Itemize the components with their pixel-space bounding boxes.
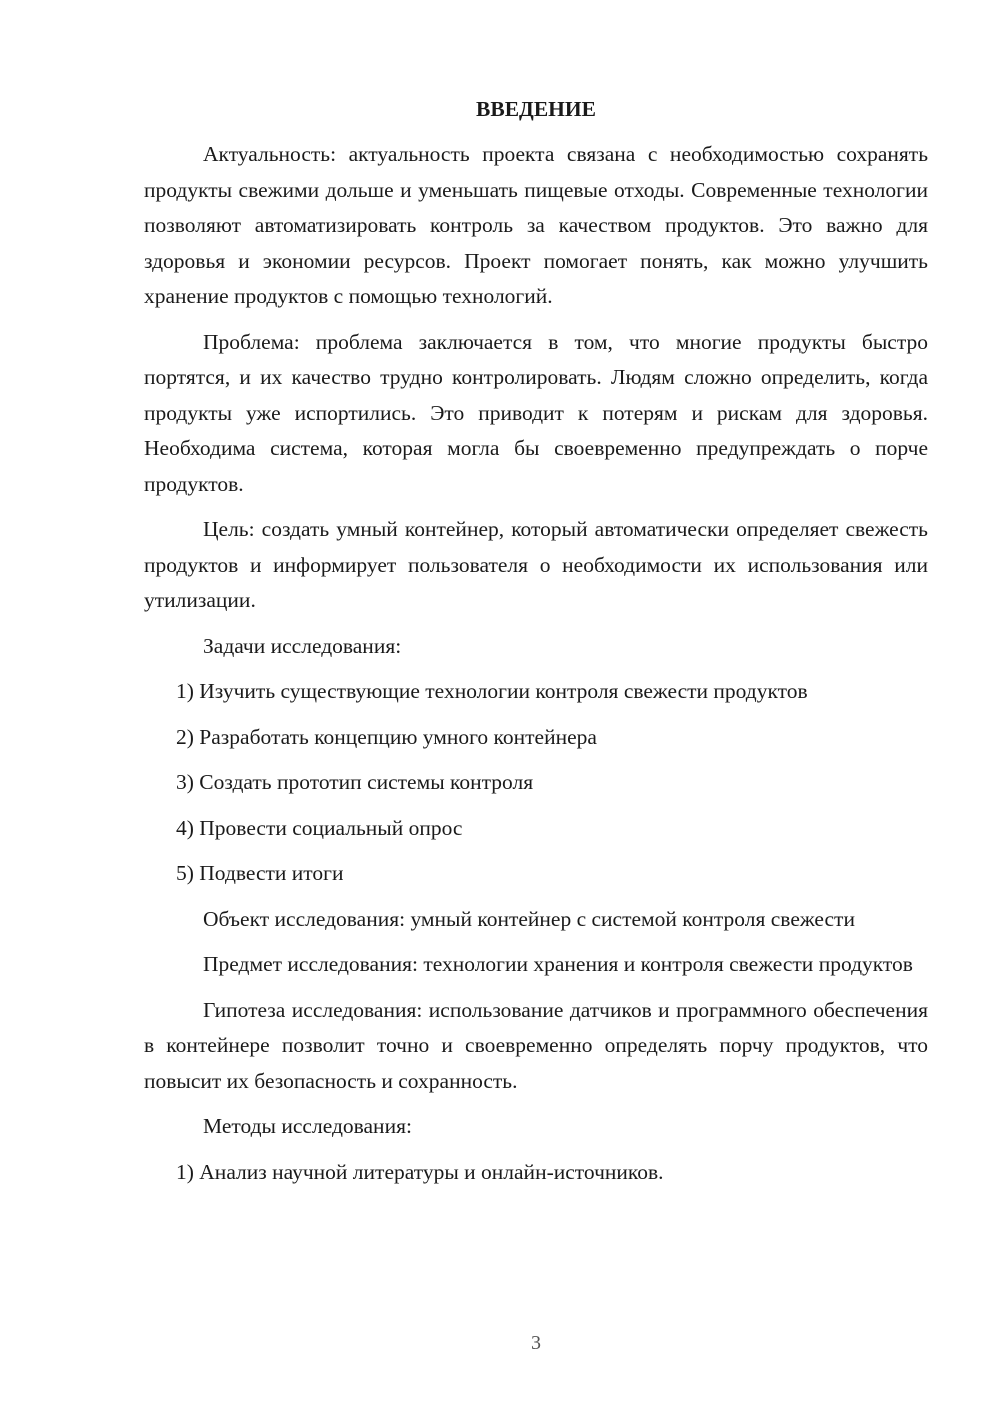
paragraph-goal: Цель: создать умный контейнер, который автоматически определяет свежесть продуктов и информирует пользователя о необходимости их использования или утилизации.: [144, 517, 928, 612]
paragraph-subject: Предмет исследования: технологии хранения и контроля свежести продуктов: [203, 952, 913, 976]
list-item: 2) Разработать концепцию умного контейнера: [176, 724, 597, 749]
paragraph-relevance: Актуальность: актуальность проекта связана с необходимостью сохранять продукты свежими дольше и уменьшать пищевые отходы. Современные технологии позволяют автоматизировать контроль за качеством продуктов. Это важно для здоровья и экономии ресурсов. Проект помогает понять, как можно улучшить хранение продуктов с помощью технологий.: [144, 142, 928, 308]
paragraph-hypothesis: Гипотеза исследования: использование датчиков и программного обеспечения в контейнере позволит точно и своевременно определять порчу продуктов, что повысит их безопасность и сохранность.: [144, 997, 928, 1093]
tasks-heading: Задачи исследования:: [203, 633, 402, 658]
tasks-list: [144, 674, 928, 892]
methods-list: [144, 1155, 928, 1191]
document-page: [144, 92, 928, 1200]
page-number: 3: [531, 1332, 541, 1354]
list-item: 4) Провести социальный опрос: [176, 815, 463, 840]
list-item: 3) Создать прототип системы контроля: [176, 770, 534, 794]
paragraph-problem: Проблема: проблема заключается в том, что многие продукты быстро портятся, и их качество трудно контролировать. Людям сложно определить, когда продукты уже испортились. Это приводит к потерям и рискам для здоровья. Необходима система, которая могла бы своевременно предупреждать о порче продуктов.: [144, 329, 928, 496]
list-item: 5) Подвести итоги: [176, 861, 344, 885]
page-title: ВВЕДЕНИЕ: [476, 97, 596, 121]
methods-heading: Методы исследования:: [203, 1114, 412, 1138]
list-item: 1) Анализ научной литературы и онлайн-источников.: [176, 1159, 664, 1184]
paragraph-object: Объект исследования: умный контейнер с системой контроля свежести: [203, 906, 855, 931]
list-item: 1) Изучить существующие технологии контроля свежести продуктов: [176, 679, 808, 703]
